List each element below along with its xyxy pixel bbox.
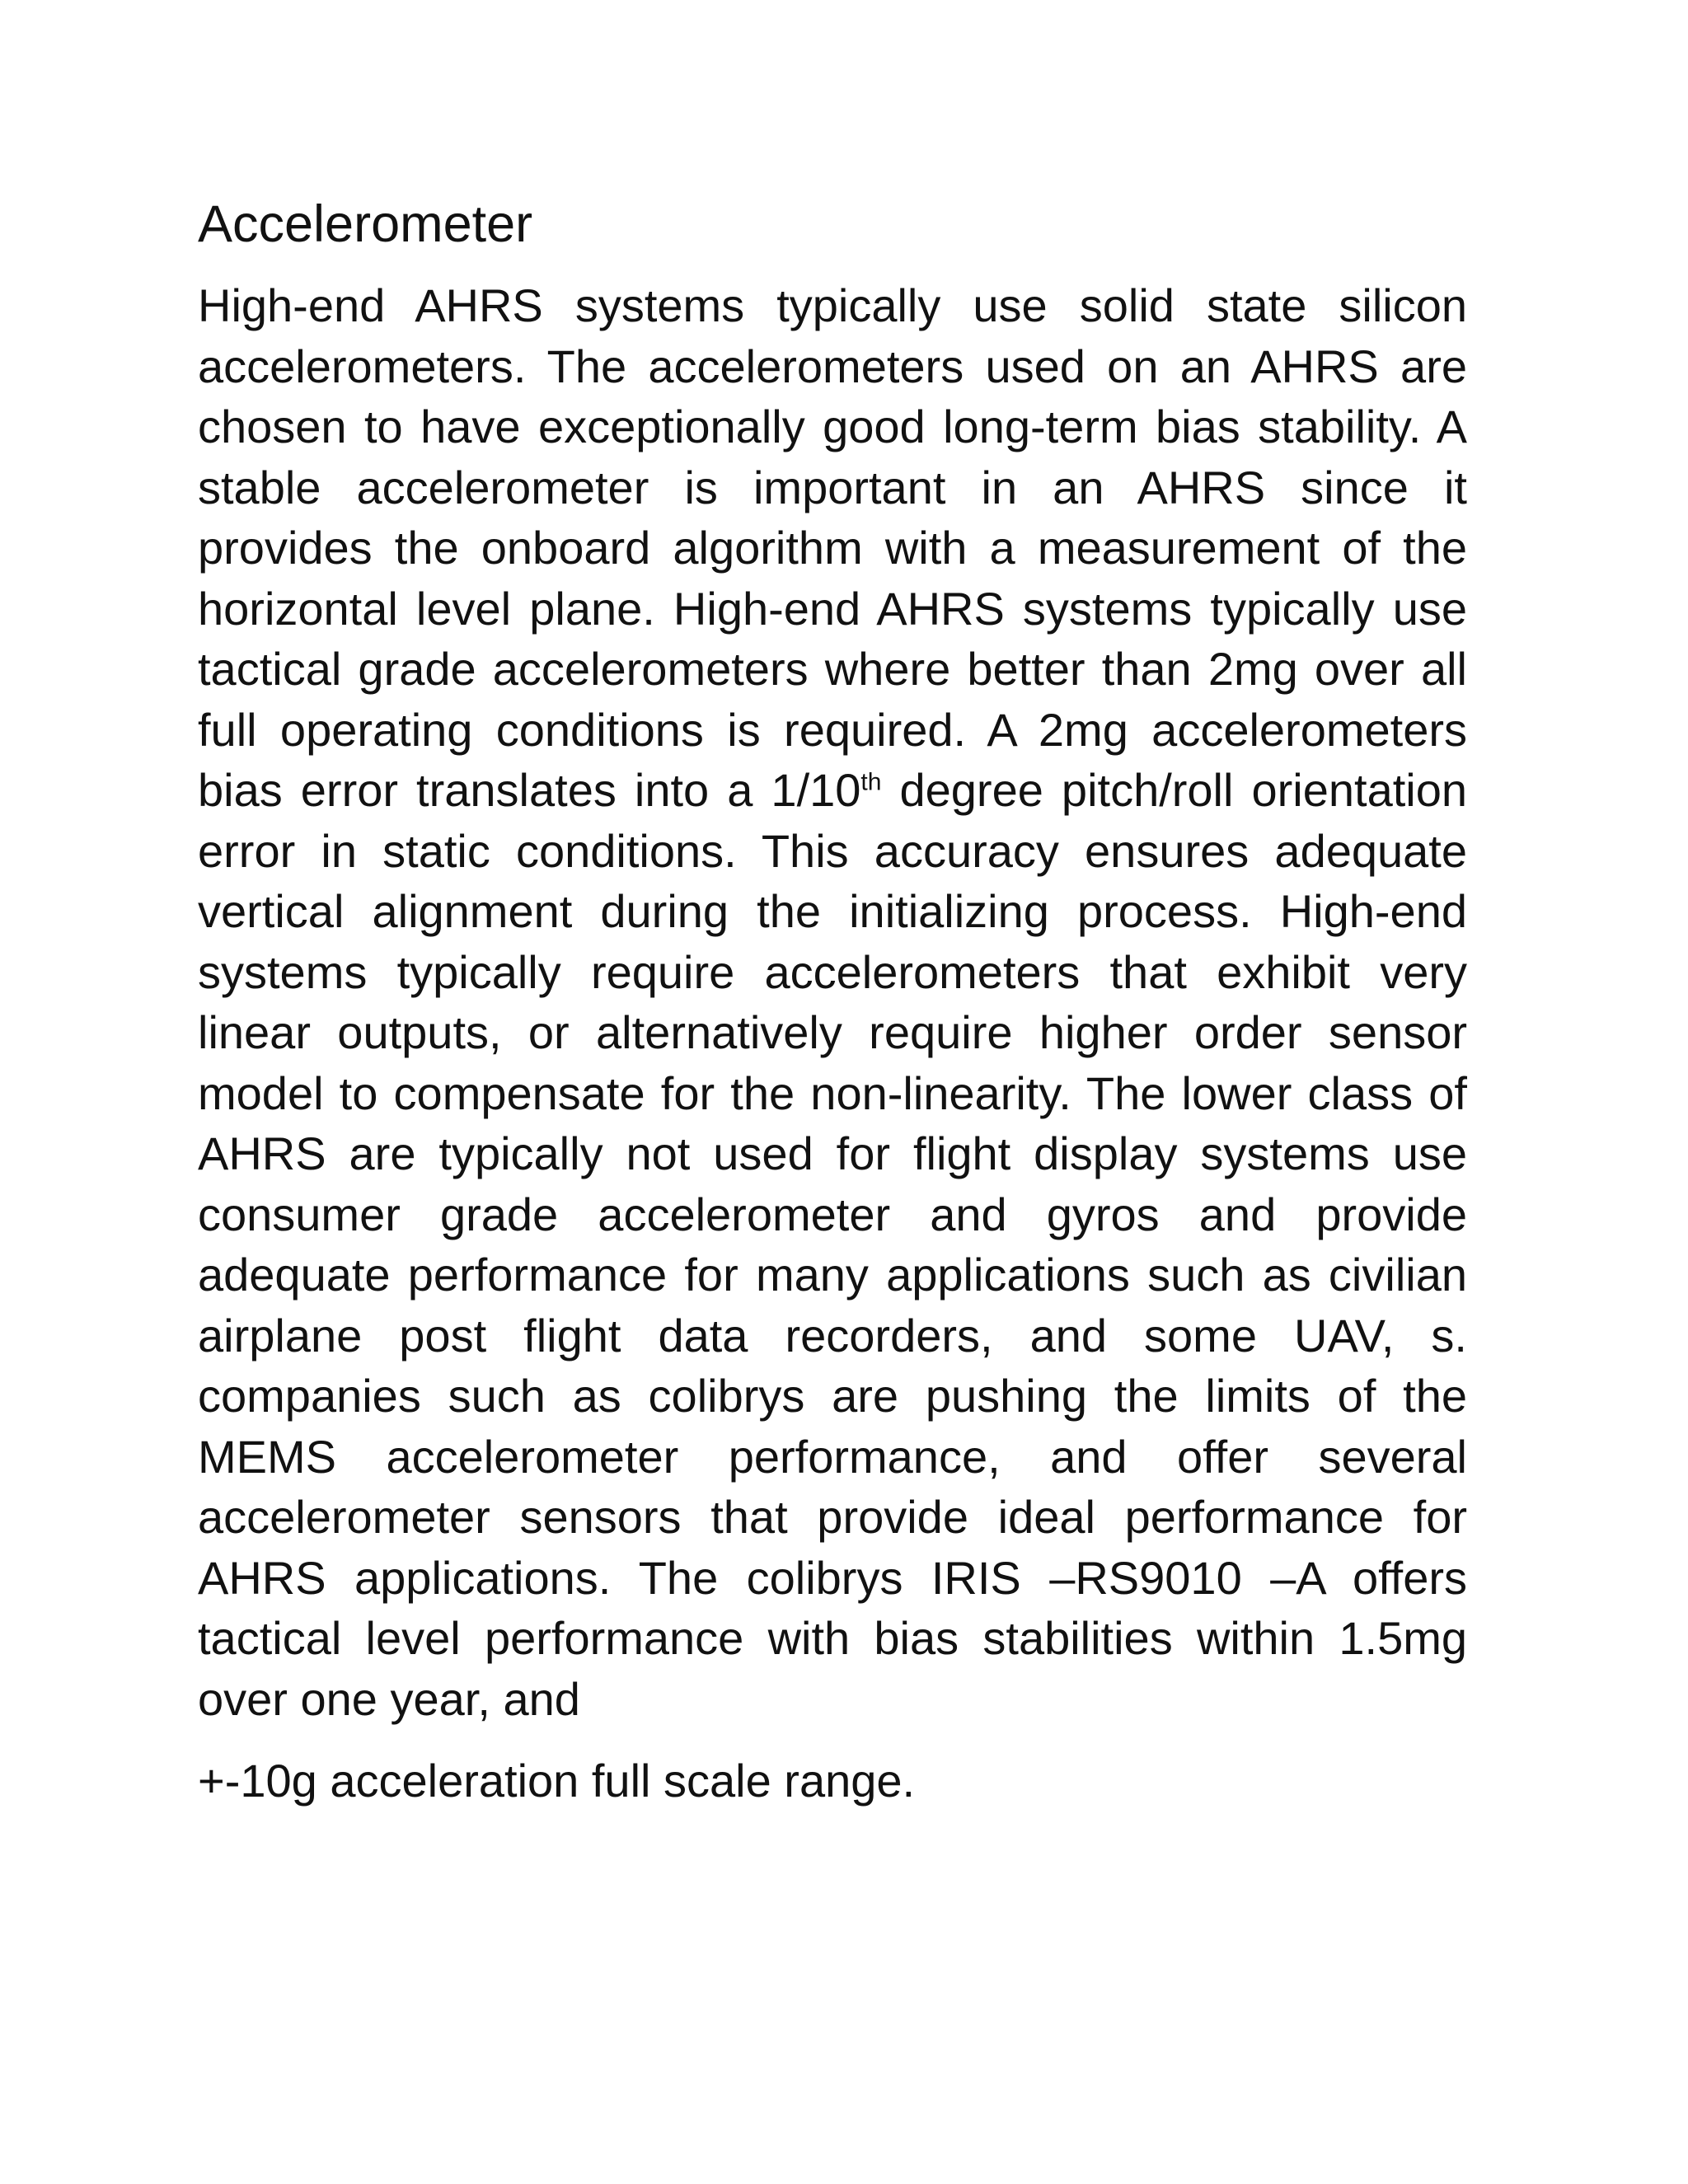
body-paragraph — [198, 275, 1467, 1729]
page-content — [198, 190, 1467, 1811]
ordinal-superscript: th — [860, 768, 882, 796]
section-heading: Accelerometer — [198, 195, 533, 253]
paragraph-text-part2: degree pitch/roll orientation error in static conditions. This accuracy ensures adequate vertical alignment during the initializing process. High-end systems typically require accelerometers that exhibit very linear outputs, or alternatively require higher order sensor model to compensate for the non-linearity. The lower class of AHRS are typically not used for flight display systems use consumer grade accelerometer and gyros and provide adequate performance for many applications such as civilian airplane post flight data recorders, and some UAV, s. companies such as colibrys are pushing the limits of the MEMS accelerometer performance, and offer several accelerometer sensors that provide ideal performance for AHRS applications. The colibrys IRIS –RS9010 –A offers tactical level performance with bias stabilities within 1.5mg over one year, and — [198, 764, 1468, 1725]
closing-paragraph: +-10g acceleration full scale range. — [198, 1755, 916, 1807]
paragraph-text-part1: High-end AHRS systems typically use solid state silicon accelerometers. The accelerometers used on an AHRS are chosen to have exceptionally good long-term bias stability. A stable accelerometer is important in an AHRS since it provides the onboard algorithm with a measurement of the horizontal level plane. High-end AHRS systems typically use tactical grade accelerometers where better than 2mg over all full operating conditions is required. A 2mg accelerometers bias error translates into a 1/10 — [198, 279, 1467, 816]
